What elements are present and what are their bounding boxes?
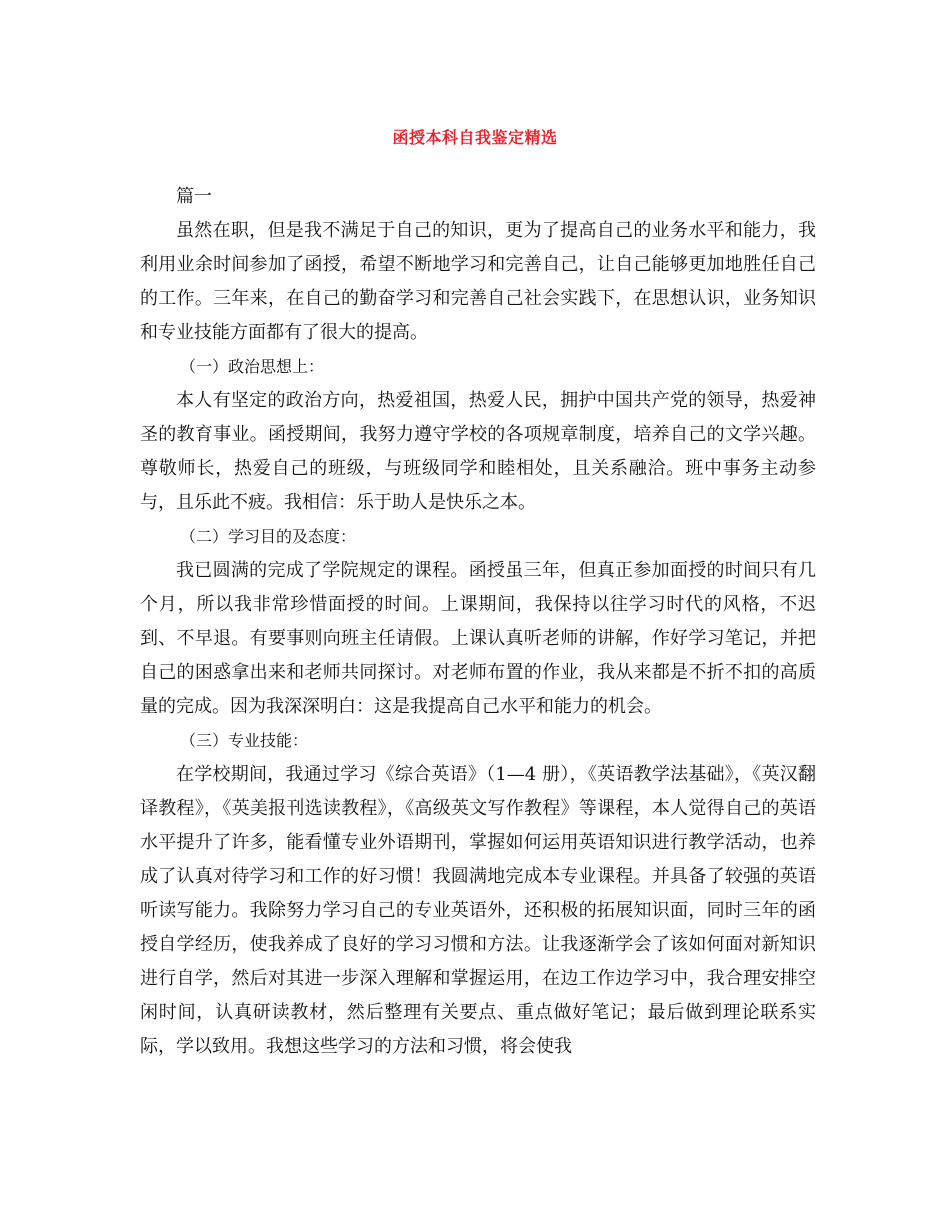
paragraph: 虽然在职，但是我不满足于自己的知识，更为了提高自己的业务水平和能力，我利用业余时间参加了函授，希望不断地学习和完善自己，让自己能够更加地胜任自己的工作。三年来，在自己的勤奋学习和完善自己社会实践下，在思想认识，业务知识和专业技能方面都有了很大的提高。 [140, 220, 816, 343]
paragraph: 我已圆满的完成了学院规定的课程。函授虽三年，但真正参加面授的时间只有几个月，所以我非常珍惜面授的时间。上课期间，我保持以往学习时代的风格，不迟到、不早退。有要事则向班主任请假。上课认真听老师的讲解，作好学习笔记，并把自己的困惑拿出来和老师共同探讨。对老师布置的作业，我从来都是不折不扣的高质量的完成。因为我深深明白：这是我提高自己水平和能力的机会。 [140, 560, 816, 717]
subsection-heading: （三）专业技能： [180, 731, 309, 750]
document-body [140, 180, 816, 1064]
subsection-heading: （一）政治思想上： [180, 357, 325, 376]
subsection-heading: （二）学习目的及态度： [180, 527, 357, 546]
section-heading: 篇一 [176, 186, 212, 207]
paragraph: 在学校期间，我通过学习《综合英语》（1—4 册），《英语教学法基础》，《英汉翻译教程》，《英美报刊选读教程》，《高级英文写作教程》等课程，本人觉得自己的英语水平提升了许多，能看懂专业外语期刊，掌握如何运用英语知识进行教学活动，也养成了认真对待学习和工作的好习惯！我圆满地完成本专业课程。并具备了较强的英语听读写能力。我除努力学习自己的专业英语外，还积极的拓展知识面，同时三年的函授自学经历，使我养成了良好的学习习惯和方法。让我逐渐学会了该如何面对新知识进行自学，然后对其进一步深入理解和掌握运用，在边工作边学习中，我合理安排空闲时间，认真研读教材，然后整理有关要点、重点做好笔记；最后做到理论联系实际，学以致用。我想这些学习的方法和习惯，将会使我 [140, 764, 816, 1057]
document-title: 函授本科自我鉴定精选 [392, 128, 558, 147]
paragraph: 本人有坚定的政治方向，热爱祖国，热爱人民，拥护中国共产党的领导，热爱神圣的教育事业。函授期间，我努力遵守学校的各项规章制度，培养自己的文学兴趣。尊敬师长，热爱自己的班级，与班级同学和睦相处，且关系融洽。班中事务主动参与，且乐此不疲。我相信：乐于助人是快乐之本。 [140, 390, 816, 513]
